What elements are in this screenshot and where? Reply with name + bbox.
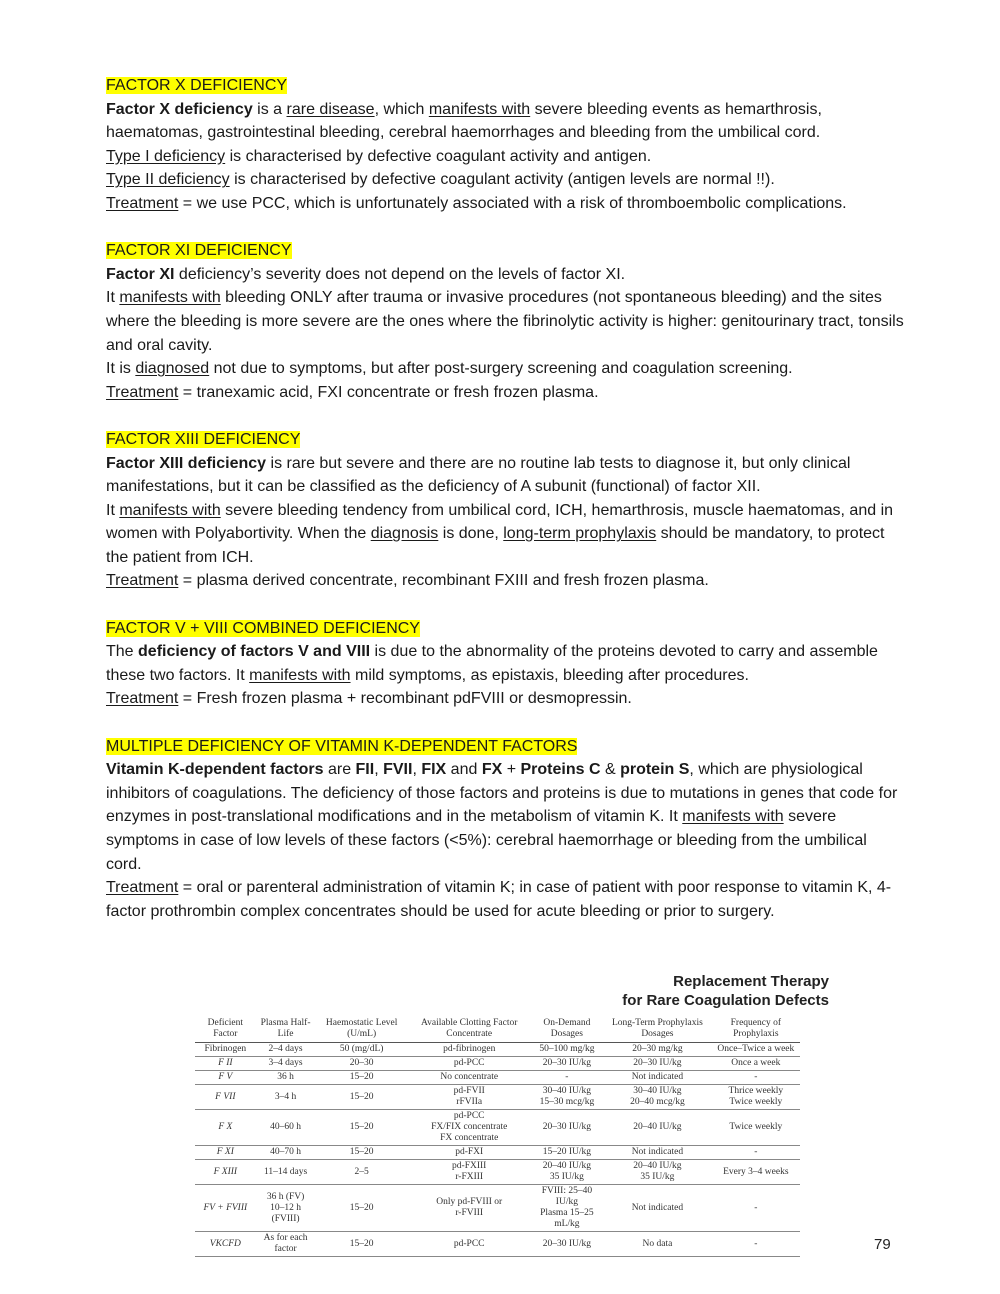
table-row (195, 1043, 800, 1057)
table-cell: 15–20 (315, 1146, 407, 1160)
table-cell: 20–30 mg/kg (603, 1043, 711, 1057)
section-vitamin-k (106, 735, 906, 924)
table-cell: 50–100 mg/kg (531, 1043, 604, 1057)
table-cell: F V (195, 1071, 256, 1085)
table-cell: 15–20 (315, 1071, 407, 1085)
paragraph: Treatment = tranexamic acid, FXI concentrate or fresh frozen plasma. (106, 383, 599, 401)
table-cell: Not indicated (603, 1071, 711, 1085)
table-cell: 20–30 IU/kg (531, 1232, 604, 1257)
table-cell: pd-PCC FX/FIX concentrate FX concentrate (408, 1110, 531, 1146)
section-heading: MULTIPLE DEFICIENCY OF VITAMIN K-DEPENDENT FACTORS (106, 737, 578, 755)
table-header-cell: Plasma Half-Life (256, 1016, 316, 1043)
table-cell: F II (195, 1057, 256, 1071)
paragraph: Treatment = plasma derived concentrate, recombinant FXIII and fresh frozen plasma. (106, 572, 709, 590)
replacement-therapy-table (195, 1016, 800, 1257)
table-cell: pd-PCC (408, 1057, 531, 1071)
table-cell: As for each factor (256, 1232, 316, 1257)
table-row (195, 1071, 800, 1085)
table-cell: 20–30 IU/kg (603, 1057, 711, 1071)
table-row (195, 1146, 800, 1160)
table-row (195, 1110, 800, 1146)
table-cell: 3–4 h (256, 1085, 316, 1110)
section-heading: FACTOR X DEFICIENCY (106, 77, 288, 94)
table-row (195, 1232, 800, 1257)
paragraph: Factor XI deficiency’s severity does not depend on the levels of factor XI. (106, 265, 626, 283)
table-row (195, 1085, 800, 1110)
table-cell: F X (195, 1110, 256, 1146)
section-factor-xiii (106, 428, 906, 593)
document-body (106, 74, 906, 923)
table-cell: F XIII (195, 1160, 256, 1185)
table-row (195, 1160, 800, 1185)
table-cell: Twice weekly (712, 1110, 800, 1146)
table-cell: 15–20 IU/kg (531, 1146, 604, 1160)
paragraph: Type II deficiency is characterised by defective coagulant activity (antigen levels are normal !!). (106, 171, 775, 189)
table-cell: Not indicated (603, 1185, 711, 1232)
table-cell: pd-FXIII r-FXIII (408, 1160, 531, 1185)
table-cell: 20–40 IU/kg 35 IU/kg (603, 1160, 711, 1185)
table-body (195, 1043, 800, 1257)
paragraph: Vitamin K-dependent factors are FII, FVII, FIX and FX + Proteins C & protein S, which are physiological inhibitors of coagulations. The deficiency of those factors and proteins is due to mutations in genes that code for enzymes in post-translational modifications and in the metabolism of vitamin K. It manifests with severe symptoms in case of low levels of these factors (<5%): cerebral haemorrhage or bleeding from the umbilical cord. (106, 761, 898, 873)
table-cell: Fibrinogen (195, 1043, 256, 1057)
table-cell: F VII (195, 1085, 256, 1110)
section-heading: FACTOR XIII DEFICIENCY (106, 430, 301, 448)
paragraph: The deficiency of factors V and VIII is due to the abnormality of the proteins devoted to carry and assemble these two factors. It manifests with mild symptoms, as epistaxis, bleeding after procedures. (106, 643, 878, 684)
section-factor-v-viii (106, 617, 906, 711)
table-cell: FVIII: 25–40 IU/kg Plasma 15–25 mL/kg (531, 1185, 604, 1232)
table-cell: 3–4 days (256, 1057, 316, 1071)
table-header-cell: Haemostatic Level (U/mL) (315, 1016, 407, 1043)
table-header-cell: Available Clotting Factor Concentrate (408, 1016, 531, 1043)
table-cell: - (712, 1071, 800, 1085)
table-header-row (195, 1016, 800, 1043)
table-cell: 20–30 IU/kg (531, 1057, 604, 1071)
table-cell: 20–30 (315, 1057, 407, 1071)
page-number: 79 (874, 1236, 891, 1253)
paragraph: It is diagnosed not due to symptoms, but after post-surgery screening and coagulation screening. (106, 360, 793, 378)
paragraph: Treatment = Fresh frozen plasma + recombinant pdFVIII or desmopressin. (106, 690, 632, 708)
table-cell: 20–40 IU/kg 35 IU/kg (531, 1160, 604, 1185)
table-header-cell: Deficient Factor (195, 1016, 256, 1043)
table-row (195, 1185, 800, 1232)
table-header-cell: On-Demand Dosages (531, 1016, 604, 1043)
table-cell: - (712, 1146, 800, 1160)
paragraph: Treatment = we use PCC, which is unfortunately associated with a risk of thromboembolic complications. (106, 194, 847, 212)
table-cell: 15–20 (315, 1185, 407, 1232)
section-heading: FACTOR XI DEFICIENCY (106, 242, 292, 260)
table-cell: 50 (mg/dL) (315, 1043, 407, 1057)
table-cell: 30–40 IU/kg 15–30 mcg/kg (531, 1085, 604, 1110)
replacement-therapy-figure (195, 972, 835, 1257)
table-cell: 15–20 (315, 1232, 407, 1257)
table-cell: F XI (195, 1146, 256, 1160)
table-cell: Once–Twice a week (712, 1043, 800, 1057)
table-header-cell: Long-Term Prophylaxis Dosages (603, 1016, 711, 1043)
table-cell: - (712, 1232, 800, 1257)
paragraph: It manifests with bleeding ONLY after trauma or invasive procedures (not spontaneous bleeding) and the sites where the bleeding is more severe are the ones where the fibrinolytic activity is higher: genitourinary tract, tonsils and oral cavity. (106, 289, 904, 354)
table-cell: Thrice weekly Twice weekly (712, 1085, 800, 1110)
paragraph: Factor XIII deficiency is rare but severe and there are no routine lab tests to diagnose it, but only clinical manifestations, but it can be classified as the deficiency of A subunit (functional) of factor XII. (106, 454, 851, 496)
table-cell: 36 h (FV) 10–12 h (FVIII) (256, 1185, 316, 1232)
table-cell: 11–14 days (256, 1160, 316, 1185)
table-cell: 40–70 h (256, 1146, 316, 1160)
table-cell: Not indicated (603, 1146, 711, 1160)
table-cell: 20–40 IU/kg (603, 1110, 711, 1146)
table-cell: FV + FVIII (195, 1185, 256, 1232)
table-cell: pd-FXI (408, 1146, 531, 1160)
section-factor-xi (106, 239, 906, 404)
table-cell: 36 h (256, 1071, 316, 1085)
section-factor-x (106, 74, 906, 216)
table-cell: - (531, 1071, 604, 1085)
table-cell: 30–40 IU/kg 20–40 mcg/kg (603, 1085, 711, 1110)
table-row (195, 1057, 800, 1071)
table-cell: Once a week (712, 1057, 800, 1071)
table-cell: 15–20 (315, 1110, 407, 1146)
table-cell: No data (603, 1232, 711, 1257)
table-cell: 40–60 h (256, 1110, 316, 1146)
table-cell: 2–4 days (256, 1043, 316, 1057)
table-cell: 2–5 (315, 1160, 407, 1185)
table-cell: 20–30 IU/kg (531, 1110, 604, 1146)
table-cell: Only pd-FVIII or r-FVIII (408, 1185, 531, 1232)
table-cell: - (712, 1185, 800, 1232)
table-cell: pd-PCC (408, 1232, 531, 1257)
paragraph: Factor X deficiency is a rare disease, which manifests with severe bleeding events as hemarthrosis, haematomas, gastrointestinal bleeding, cerebral haemorrhages and bleeding from the umbilical cord. (106, 100, 822, 142)
table-header-cell: Frequency of Prophylaxis (712, 1016, 800, 1043)
table-cell: pd-fibrinogen (408, 1043, 531, 1057)
paragraph: It manifests with severe bleeding tendency from umbilical cord, ICH, hemarthrosis, muscle haematomas, and in women with Polyabortivity. When the diagnosis is done, long-term prophylaxis should be mandatory, to protect the patient from ICH. (106, 501, 894, 566)
paragraph: Type I deficiency is characterised by defective coagulant activity and antigen. (106, 147, 652, 165)
paragraph: Treatment = oral or parenteral administration of vitamin K; in case of patient with poor response to vitamin K, 4-factor prothrombin complex concentrates should be used for acute bleeding or prior to surgery. (106, 879, 892, 920)
table-cell: No concentrate (408, 1071, 531, 1085)
table-cell: Every 3–4 weeks (712, 1160, 800, 1185)
section-heading: FACTOR V + VIII COMBINED DEFICIENCY (106, 619, 420, 637)
table-cell: pd-FVII rFVIIa (408, 1085, 531, 1110)
table-cell: 15–20 (315, 1085, 407, 1110)
table-cell: VKCFD (195, 1232, 256, 1257)
table-title: Replacement Therapy for Rare Coagulation Defects (622, 973, 829, 1009)
